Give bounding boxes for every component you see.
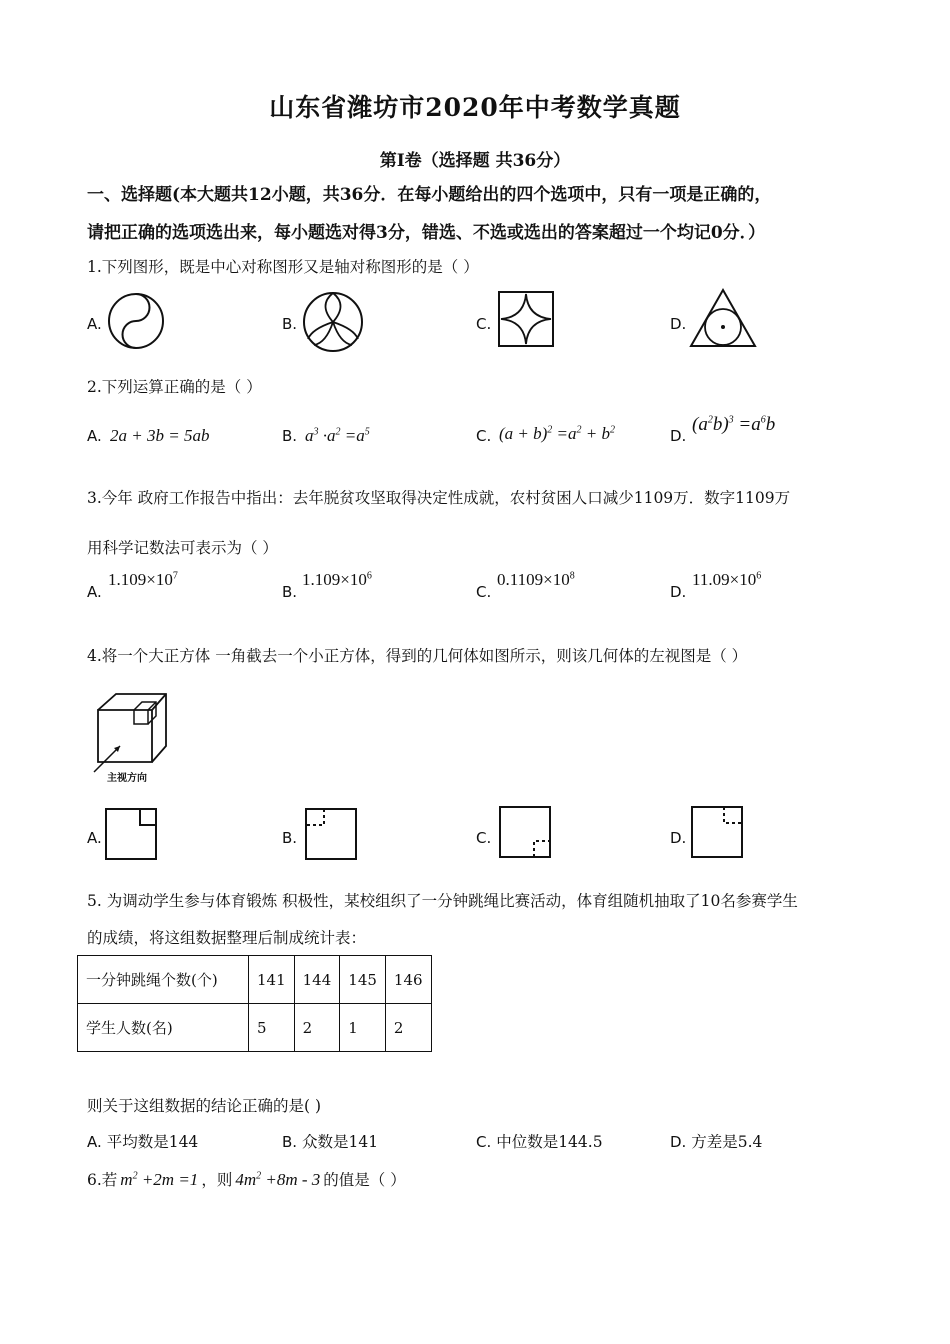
q1-option-d-label[interactable]: D. — [670, 315, 687, 333]
q6-stem: 6.若 $m^2 +2m =1$ ，则 $4m^2 +8m - 3$ 的值是（ ） — [87, 1170, 406, 1189]
circle-in-triangle-icon — [689, 288, 757, 350]
q5-option-c[interactable]: C. 中位数是144.5 — [476, 1133, 603, 1151]
table-cell: 2 — [294, 1004, 340, 1052]
q2-option-a-expr: 2a + 3b = 5ab — [110, 426, 210, 445]
q3-option-c-value: $0.1109\times 10^8$ — [497, 570, 575, 589]
q4-option-b-label[interactable]: B. — [282, 829, 298, 847]
q3-option-a-value: $1.109\times 10^7$ — [108, 570, 178, 589]
left-view-b-figure — [305, 808, 359, 862]
left-view-a-figure — [105, 808, 159, 862]
instructions-line-1: 一、选择题(本大题共12小题，共36分．在每小题给出的四个选项中，只有一项是正确的， — [87, 185, 772, 205]
left-view-c-figure — [499, 806, 553, 860]
q4-option-c-label[interactable]: C. — [476, 829, 492, 847]
section-heading: 第Ⅰ卷（选择题 共36分） — [379, 151, 571, 171]
q3-option-a-label[interactable]: A. — [87, 583, 102, 601]
three-petal-circle-icon — [302, 291, 364, 353]
q4-option-d-label[interactable]: D. — [670, 829, 687, 847]
q5-question: 则关于这组数据的结论正确的是( ) — [87, 1097, 322, 1115]
q1-stem: 1.下列图形，既是中心对称图形又是轴对称图形的是（ ） — [87, 258, 479, 276]
q1-option-c-label[interactable]: C. — [476, 315, 492, 333]
page-title: 山东省潍坊市2020年中考数学真题 — [269, 93, 681, 122]
table-row — [78, 956, 432, 1004]
q2-stem: 2.下列运算正确的是（ ） — [87, 378, 262, 396]
table-cell: 145 — [340, 956, 386, 1004]
row-header: 学生人数(名) — [78, 1004, 249, 1052]
q1-option-a-label[interactable]: A. — [87, 315, 102, 333]
jump-rope-stats-table — [77, 955, 432, 1052]
q2-option-c-label[interactable]: C. — [476, 427, 492, 445]
table-cell: 2 — [385, 1004, 431, 1052]
table-cell: 141 — [249, 956, 295, 1004]
q2-option-d-expr: $(a^2b)^3 =a^6b$ — [692, 414, 776, 435]
left-view-d-figure — [691, 806, 745, 860]
table-cell: 144 — [294, 956, 340, 1004]
q3-option-b-value: $1.109\times 10^6$ — [302, 570, 372, 589]
q4-option-a-label[interactable]: A. — [87, 829, 102, 847]
q3-stem-line-1: 3.今年 政府工作报告中指出：去年脱贫攻坚取得决定性成就，农村贫困人口减少1109万．数字1109万 — [87, 489, 791, 507]
q5-stem-line-2: 的成绩，将这组数据整理后制成统计表： — [87, 929, 367, 947]
cube-with-notch-figure — [90, 690, 175, 770]
q2-option-c-expr: $(a + b)^2 =a^2 + b^2$ — [499, 424, 616, 443]
yin-yang-circle-icon — [107, 292, 167, 352]
q5-option-b[interactable]: B. 众数是141 — [282, 1133, 379, 1151]
table-cell: 146 — [385, 956, 431, 1004]
q5-option-d[interactable]: D. 方差是5.4 — [670, 1133, 763, 1151]
row-header: 一分钟跳绳个数(个) — [78, 956, 249, 1004]
table-row — [78, 1004, 432, 1052]
q1-option-b-label[interactable]: B. — [282, 315, 298, 333]
q3-option-d-value: $11.09\times 10^6$ — [692, 570, 762, 589]
instructions-line-2: 请把正确的选项选出来，每小题选对得3分，错选、不选或选出的答案超过一个均记0分．） — [87, 223, 766, 243]
q3-option-c-label[interactable]: C. — [476, 583, 492, 601]
table-cell: 1 — [340, 1004, 386, 1052]
q2-option-b-expr: $a^3 \cdot a^2 =a^5$ — [305, 426, 370, 445]
q2-option-d-label[interactable]: D. — [670, 427, 687, 445]
figure-caption: 主视方向 — [107, 773, 147, 784]
q3-option-b-label[interactable]: B. — [282, 583, 298, 601]
star-in-square-icon — [497, 290, 557, 350]
q4-stem: 4.将一个大正方体 一角截去一个小正方体，得到的几何体如图所示，则该几何体的左视图是（ ） — [87, 647, 748, 665]
q2-option-a-label[interactable]: A. — [87, 427, 102, 445]
q3-stem-line-2: 用科学记数法可表示为（ ） — [87, 539, 278, 557]
table-cell: 5 — [249, 1004, 295, 1052]
q5-option-a[interactable]: A. 平均数是144 — [87, 1133, 199, 1151]
q2-option-b-label[interactable]: B. — [282, 427, 298, 445]
q5-stem-line-1: 5. 为调动学生参与体育锻炼 积极性，某校组织了一分钟跳绳比赛活动，体育组随机抽取了10名参赛学生 — [87, 892, 798, 910]
q3-option-d-label[interactable]: D. — [670, 583, 687, 601]
